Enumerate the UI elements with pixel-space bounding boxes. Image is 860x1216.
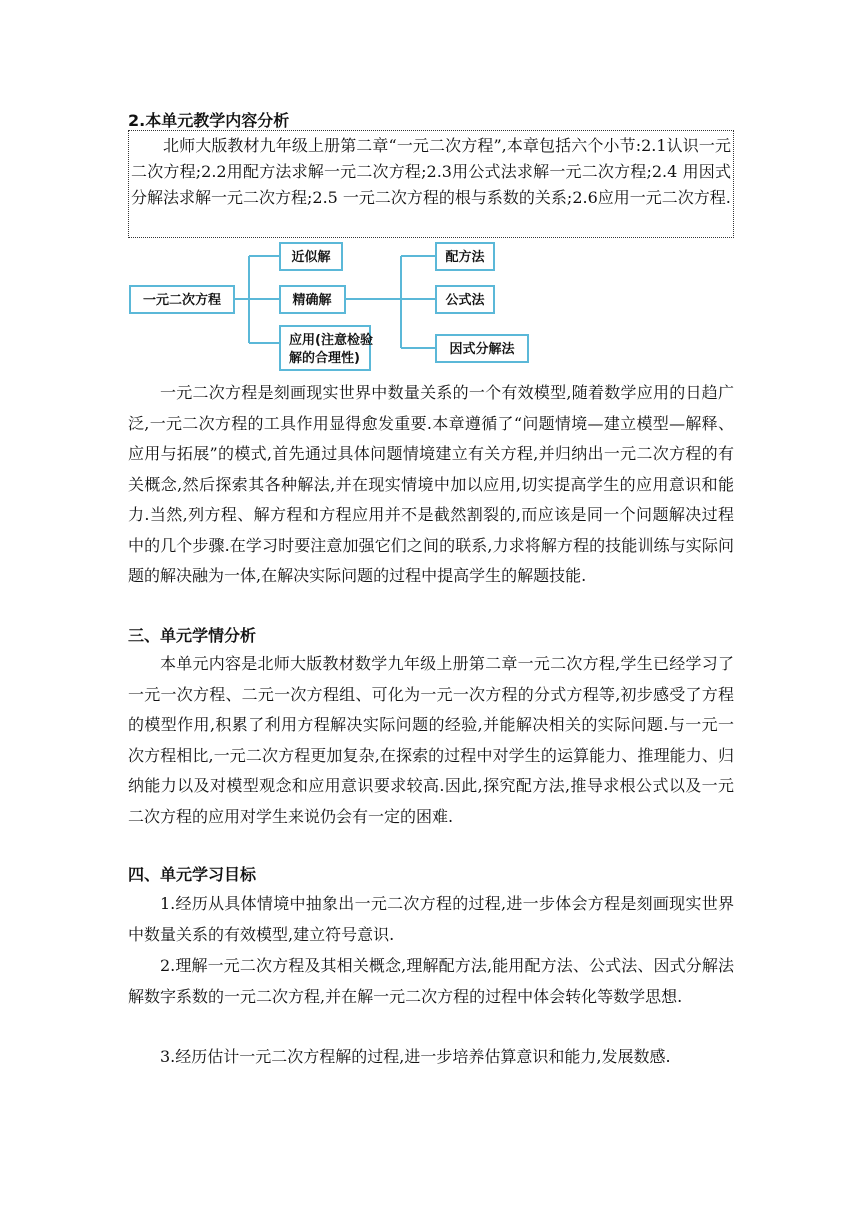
chapter-summary-box (128, 130, 734, 238)
section-heading-learning-goals: 四、单元学习目标 (128, 865, 257, 884)
chapter-summary-text: 北师大版教材九年级上册第二章“一元二次方程”,本章包括六个小节:2.1认识一元二次方程;2.2用配方法求解一元二次方程;2.3用公式法求解一元二次方程;2.4 用因式分解法求解一元二次方程;2.5 一元二次方程的根与系数的关系;2.6应用一元二次方程. (131, 136, 731, 207)
section-heading-content-analysis: 2.本单元教学内容分析 (128, 111, 290, 130)
diagram-leaf-completing-square: 配方法 (445, 250, 485, 265)
diagram-branch-approx: 近似解 (291, 250, 331, 265)
diagram-leaf-formula: 公式法 (445, 293, 485, 308)
diagram-branch-exact: 精确解 (292, 293, 332, 308)
diagram-branch-apply-line2: 解的合理性) (289, 351, 360, 366)
learning-goal-3: 3.经历估计一元二次方程解的过程,进一步培养估算意识和能力,发展数感. (160, 1047, 671, 1066)
diagram-branch-apply-line1: 应用(注意检验 (289, 333, 373, 348)
content-analysis-paragraph: 一元二次方程是刻画现实世界中数量关系的一个有效模型,随着数学应用的日趋广泛,一元二次方程的工具作用显得愈发重要.本章遵循了“问题情境—建立模型—解释、应用与拓展”的模式,首先通过具体问题情境建立有关方程,并归纳出一元二次方程的有关概念,然后探索其各种解法,并在现实情境中加以应用,切实提高学生的应用意识和能力.当然,列方程、解方程和方程应用并不是截然割裂的,而应该是同一个问题解决过程中的几个步骤.在学习时要注意加强它们之间的联系,力求将解方程的技能训练与实际问题的解决融为一体,在解决实际问题的过程中提高学生的解题技能. (128, 383, 734, 585)
diagram-root-label: 一元二次方程 (142, 293, 222, 308)
student-analysis-paragraph: 本单元内容是北师大版教材数学九年级上册第二章一元二次方程,学生已经学习了一元一次方程、二元一次方程组、可化为一元一次方程的分式方程等,初步感受了方程的模型作用,积累了利用方程解决实际问题的经验,并能解决相关的实际问题.与一元一次方程相比,一元二次方程更加复杂,在探索的过程中对学生的运算能力、推理能力、归纳能力以及对模型观念和应用意识要求较高.因此,探究配方法,推导求根公式以及一元二次方程的应用对学生来说仍会有一定的困难. (128, 654, 734, 826)
section-heading-student-analysis: 三、单元学情分析 (128, 626, 257, 645)
diagram-leaf-factoring: 因式分解法 (449, 342, 515, 357)
learning-goal-2: 2.理解一元二次方程及其相关概念,理解配方法,能用配方法、公式法、因式分解法解数字系数的一元二次方程,并在解一元二次方程的过程中体会转化等数学思想. (128, 956, 734, 1006)
learning-goal-1: 1.经历从具体情境中抽象出一元二次方程的过程,进一步体会方程是刻画现实世界中数量关系的有效模型,建立符号意识. (128, 894, 734, 944)
